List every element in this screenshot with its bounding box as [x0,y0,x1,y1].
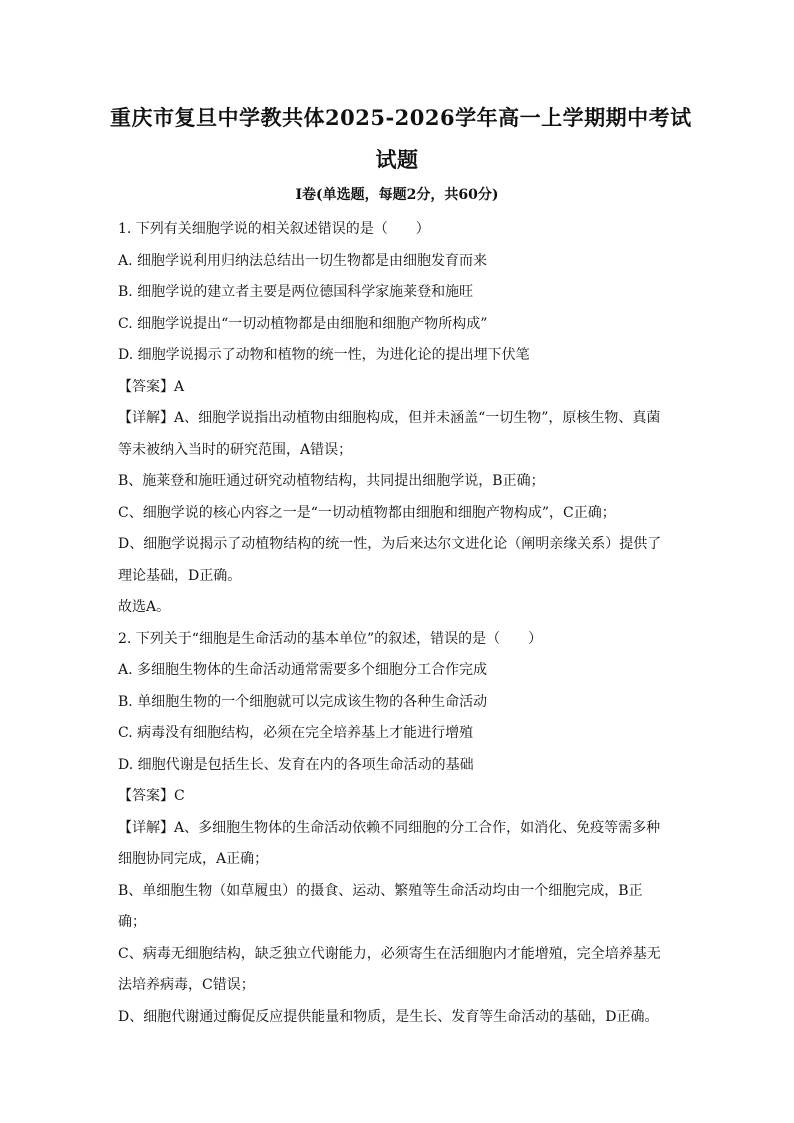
question-1-option-c: C. 细胞学说提出“一切动植物都是由细胞和细胞产物所构成” [118,315,488,332]
question-1-stem: 1. 下列有关细胞学说的相关叙述错误的是（ ） [118,221,430,237]
question-1-option-b: B. 细胞学说的建立者主要是两位德国科学家施莱登和施旺 [118,284,474,300]
question-2-explanation-line: B、单细胞生物（如草履虫）的摄食、运动、繁殖等生命活动均由一个细胞完成，B正 [118,882,643,899]
document-body [118,214,666,1033]
question-1-explanation-line: D、细胞学说揭示了动植物结构的统一性，为后来达尔文进化论（阐明亲缘关系）提供了 [118,536,662,552]
question-1-answer: 【答案】A [118,378,185,395]
question-1-explanation-line: 【详解】A、细胞学说指出动植物由细胞构成，但并未涵盖“一切生物”，原核生物、真菌 [118,410,661,426]
question-1-explanation-line: 等未被纳入当时的研究范围，A错误； [118,441,353,458]
section-heading: I卷(单选题，每题2分，共60分) [295,187,499,203]
question-2-answer: 【答案】C [118,788,185,804]
question-2-option-d: D. 细胞代谢是包括生长、发育在内的各项生命活动的基础 [118,756,474,773]
question-1-option-a: A. 细胞学说利用归纳法总结出一切生物都是由细胞发育而来 [118,252,488,269]
question-2-stem: 2. 下列关于“细胞是生命活动的基本单位”的叙述，错误的是（ ） [118,630,543,647]
document-title-line-1: 重庆市复旦中学教共体2025-2026学年高一上学期期中考试 [110,105,692,130]
question-2-option-a: A. 多细胞生物体的生命活动通常需要多个细胞分工合作完成 [118,662,488,678]
question-1-explanation-line: B、施莱登和施旺通过研究动植物结构，共同提出细胞学说，B正确； [118,473,545,489]
question-2-explanation-line: 【详解】A、多细胞生物体的生命活动依赖不同细胞的分工合作，如消化、免疫等需多种 [118,819,661,836]
question-1-conclusion: 故选A。 [118,599,171,615]
question-1-explanation-line: C、细胞学说的核心内容之一是“一切动植物都由细胞和细胞产物构成”，C正确； [118,504,616,521]
question-1-option-d: D. 细胞学说揭示了动物和植物的统一性，为进化论的提出埋下伏笔 [118,347,530,363]
question-1-explanation-line: 理论基础，D正确。 [118,567,242,584]
question-2-explanation-line: D、细胞代谢通过酶促反应提供能量和物质，是生长、发育等生命活动的基础，D正确。 [118,1008,659,1025]
question-2-explanation-line: 法培养病毒，C错误； [118,977,255,993]
document-title-line-2: 试题 [375,147,419,172]
question-2-option-c: C. 病毒没有细胞结构，必须在完全培养基上才能进行增殖 [118,725,474,741]
question-2-explanation-line: C、病毒无细胞结构，缺乏独立代谢能力，必须寄生在活细胞内才能增殖，完全培养基无 [118,945,661,962]
question-2-option-b: B. 单细胞生物的一个细胞就可以完成该生物的各种生命活动 [118,693,488,710]
question-2-explanation-line: 细胞协同完成，A正确； [118,851,269,867]
question-2-explanation-line: 确； [118,914,146,930]
